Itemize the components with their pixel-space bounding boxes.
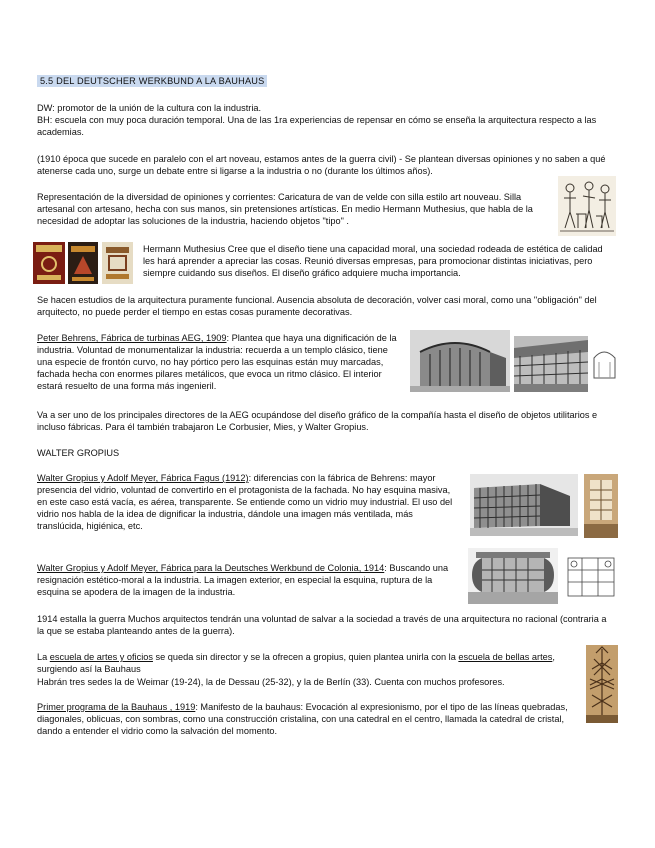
cathedral-woodcut-image xyxy=(586,645,618,723)
paragraph-bauhaus xyxy=(37,651,557,675)
colonia-factory-photo xyxy=(468,548,558,604)
fagus-interior-photo xyxy=(584,474,618,538)
paragraph-primer-programa xyxy=(37,701,577,737)
bauhaus-text-pre: La xyxy=(37,652,50,662)
caricature-image xyxy=(558,176,616,236)
section-title: 5.5 DEL DEUTSCHER WERKBUND A LA BAUHAUS xyxy=(37,75,267,87)
paragraph-bh: BH: escuela con muy poca duración temporal. Una de las 1ra experiencias de repensar en cómo se enseña la arquitectura respecto a las academias. xyxy=(37,115,597,137)
paragraph-fagus xyxy=(37,472,461,532)
poster-image-3 xyxy=(102,242,133,284)
colonia-plan-drawing xyxy=(564,552,618,602)
behrens-work-title: Peter Behrens, Fábrica de turbinas AEG, 1909 xyxy=(37,333,227,343)
paragraph-dw: DW: promotor de la unión de la cultura con la industria. xyxy=(37,103,262,113)
escuela-bellas-artes-link: escuela de bellas artes xyxy=(458,652,553,662)
programa-work-title: Primer programa de la Bauhaus , 1919 xyxy=(37,702,196,712)
aeg-interior-photo xyxy=(514,336,588,392)
paragraph-colonia xyxy=(37,562,461,598)
aeg-section-drawing xyxy=(592,340,617,384)
paragraph-1910: (1910 época que sucede en paralelo con el art noveau, estamos antes de la guerra civil) - Se plantean diversas opiniones y no saben a qué atenerse cada uno, surge un debate entre si ligarse a la industria o no (durante los últimos años). xyxy=(37,154,606,176)
paragraph-behrens xyxy=(37,332,399,392)
paragraph-sedes: Habrán tres sedes la de Weimar (19-24), la de Dessau (25-32), y la de Berlín (33). Cuenta con muchos profesores. xyxy=(37,677,505,687)
paragraph-1914: 1914 estalla la guerra Muchos arquitectos tendrán una voluntad de salvar a la sociedad a través de una arquitectura no racional (contraria a la que se estaba planteando antes de la guerra). xyxy=(37,614,607,636)
bauhaus-text-post: , surgiendo así la Bauhaus xyxy=(37,652,555,674)
poster-image-2 xyxy=(68,242,98,284)
paragraph-aeg: Va a ser uno de los principales directores de la AEG ocupándose del diseño gráfico de la compañía hasta el diseño de objetos utilitarios e incluso fábricas. Para él también trabajaron Le Corbusier, Mies, y Walter Gropius. xyxy=(37,410,598,432)
fagus-factory-photo xyxy=(470,474,578,536)
heading-walter-gropius: WALTER GROPIUS xyxy=(37,448,120,458)
paragraph-estudios: Se hacen estudios de la arquitectura puramente funcional. Ausencia absoluta de decoración, volver casi moral, como una "obligación" del arquitecto, no puede perder el tiempo en estas cosas puramente decorativas. xyxy=(37,295,597,317)
escuela-artes-oficios-link: escuela de artes y oficios xyxy=(49,652,153,662)
programa-description: : Manifesto de la bauhaus: Evocación al expresionismo, por el tipo de las líneas quebradas, diagonales, oblicuas, con sombras, como una construcción cristalina, con una catedral en el centro, llamada la catedral de cristal, dando a entender el vidrio como la salvación del momento. xyxy=(37,702,568,736)
paragraph-muthesius: Hermann Muthesius Cree que el diseño tiene una capacidad moral, una sociedad rodeada de estética de calidad les hará aprender a apreciar las cosas. Reunió diversas empresas, para promocionar distintas iniciativas, pero siempre cuidando sus diseños. El diseño gráfico adquiere mucha importancia. xyxy=(143,244,603,278)
bauhaus-text-mid: se queda sin director y se la ofrecen a gropius, quien plantea unirla con la xyxy=(152,652,459,662)
poster-image-1 xyxy=(33,242,65,284)
fagus-description: : diferencias con la fábrica de Behrens: mayor presencia del vidrio, voluntad de convertirlo en el protagonista de la fachada. No hay esquina masiva, en este caso está vacía, es aérea, transparente. Se entiende como un vidrio muy industrial. El uso del vidrio nos habla de la idea de dignificar la industria, dándole una imagen más ventilada, más translúcida, higiénica, etc. xyxy=(37,473,453,531)
fagus-work-title: Walter Gropius y Adolf Meyer, Fábrica Fagus (1912) xyxy=(37,473,249,483)
colonia-description: : Buscando una resignación estético-moral a la industria. La imagen exterior, en especial la esquina, ruptura de la esquina se apodera de la imagen de la industria. xyxy=(37,563,449,597)
behrens-description: : Plantea que haya una dignificación de la industria. Voluntad de monumentalizar la industria: recuerda a un templo clásico, tiene una especie de frontón curvo, no hay pórtico pero las esquinas están muy marcadas, fachada hecha con enormes pilares metálicos, que evoca un ritmo clásico. El interior estará resuelto de una forma más ingenieril. xyxy=(37,333,397,391)
aeg-factory-photo xyxy=(410,330,510,392)
colonia-work-title: Walter Gropius y Adolf Meyer, Fábrica para la Deutsches Werkbund de Colonia, 1914 xyxy=(37,563,385,573)
paragraph-representacion: Representación de la diversidad de opiniones y corrientes: Caricatura de van de velde con silla estilo art nouveau. Silla artesanal con artesano, hecha con sus manos, sin pretensiones artísticas. En medio Hermann Muthesius, que habla de la necesidad de adoptar las soluciones de la industria, haciendo objetos "tipo" . xyxy=(37,192,533,226)
